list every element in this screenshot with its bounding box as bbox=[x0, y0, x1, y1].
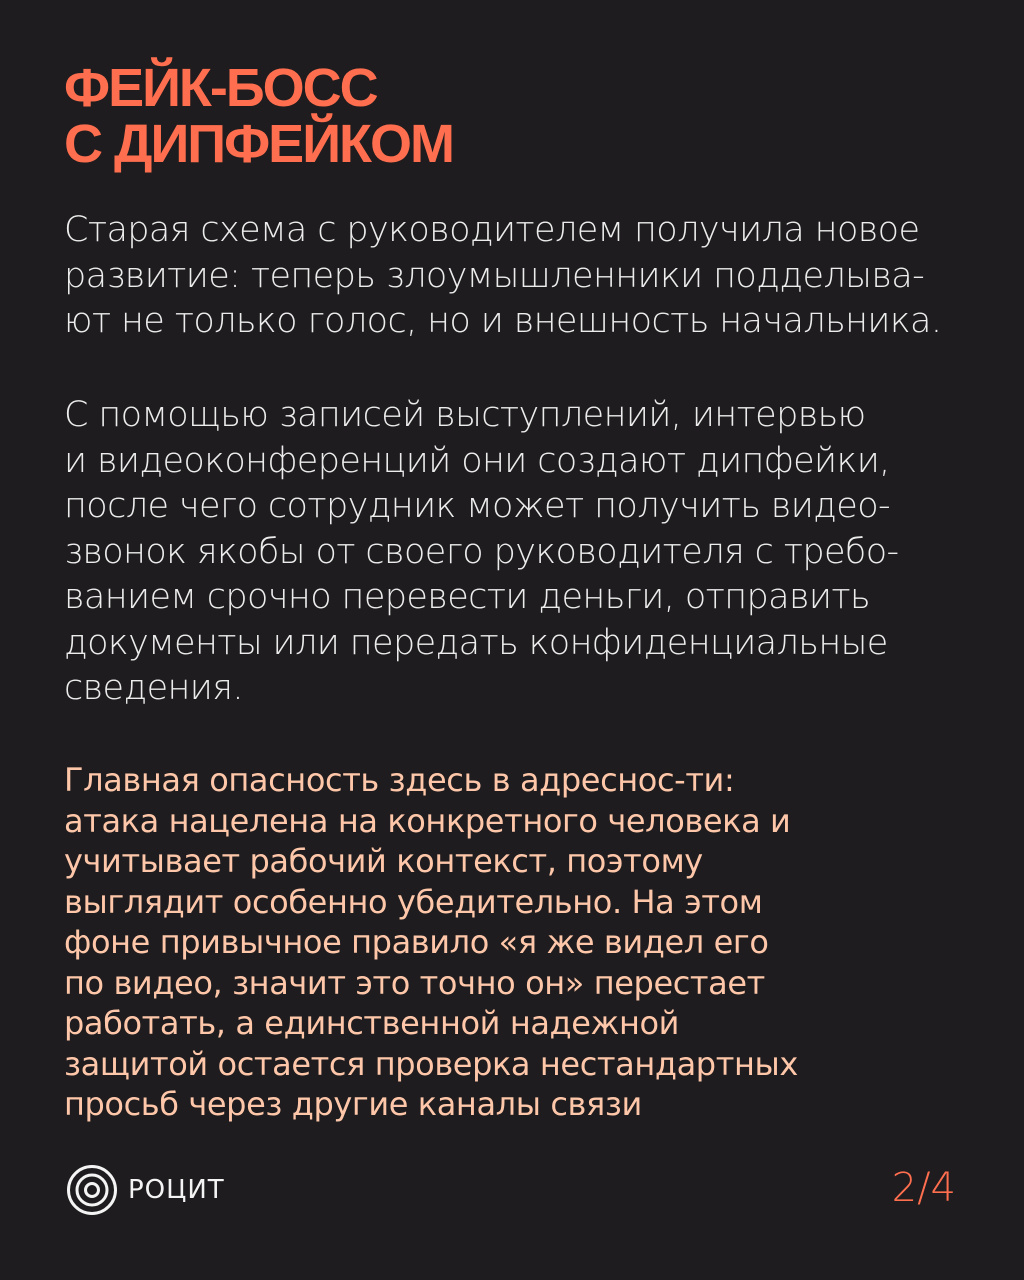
text-line: фоне привычное правило «я же видел его bbox=[64, 923, 769, 961]
text-line: учитывает рабочий контекст, поэтому bbox=[64, 842, 703, 880]
text-line: защитой остается проверка нестандартных bbox=[64, 1044, 798, 1083]
slide-title bbox=[64, 60, 453, 172]
text-line: развитие: теперь злоумышленники подделыва- bbox=[64, 255, 925, 296]
highlight-paragraph bbox=[64, 760, 798, 1125]
concentric-circles-icon bbox=[66, 1164, 118, 1216]
brand-name: РОЦИТ bbox=[128, 1175, 225, 1205]
intro-paragraph bbox=[64, 208, 941, 345]
page-indicator: 2/4 bbox=[891, 1165, 956, 1211]
brand-logo bbox=[66, 1164, 225, 1216]
text-line: после чего сотрудник может получить видео- bbox=[64, 486, 891, 526]
slide-title-line: ФЕЙК-БОСС bbox=[64, 58, 377, 118]
text-line: атака нацелена на конкретного человека и bbox=[64, 801, 791, 840]
text-line: звонок якобы от своего руководителя с требо- bbox=[64, 531, 899, 572]
text-line: просьб через другие каналы связи bbox=[64, 1085, 642, 1123]
slide-title-line: С ДИПФЕЙКОМ bbox=[64, 114, 453, 174]
text-line: работать, а единственной надежной bbox=[64, 1004, 680, 1042]
text-line: документы или передать конфиденциальные bbox=[64, 622, 888, 663]
text-line: по видео, значит это точно он» перестает bbox=[64, 963, 765, 1002]
text-line: С помощью записей выступлений, интервью bbox=[64, 395, 866, 435]
text-line: выглядит особенно убедительно. На этом bbox=[64, 882, 763, 921]
text-line: и видеоконференций они создают дипфейки, bbox=[64, 440, 890, 481]
text-line: Старая схема с руководителем получила новое bbox=[64, 210, 920, 250]
text-line: ют не только голос, но и внешность начальника. bbox=[64, 301, 942, 341]
text-line: сведения. bbox=[64, 668, 243, 708]
details-paragraph bbox=[64, 393, 899, 712]
text-line: Главная опасность здесь в адреснос-ти: bbox=[64, 761, 735, 799]
text-line: ванием срочно перевести деньги, отправить bbox=[64, 577, 870, 617]
